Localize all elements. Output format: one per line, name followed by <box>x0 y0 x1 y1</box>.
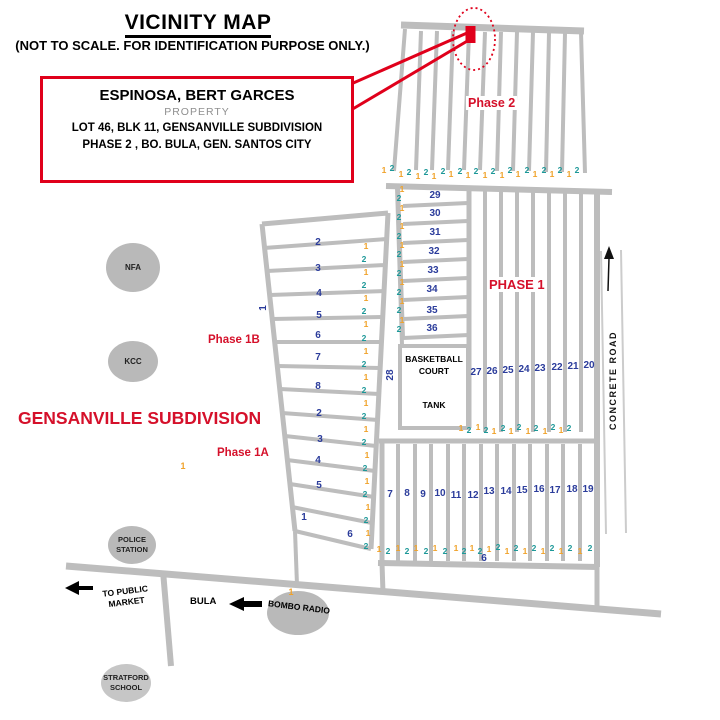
lot-pair-label: 1 <box>453 543 459 553</box>
lot-pair-label: 1 <box>522 546 528 556</box>
lot-number: 4 <box>316 288 322 299</box>
lot-pair-label: 2 <box>549 543 555 553</box>
lot-number: 3 <box>315 263 321 274</box>
lot-number: 25 <box>502 365 514 376</box>
lot-pair-label: 1 <box>431 171 437 181</box>
lot-number: 23 <box>534 363 546 374</box>
lot-pair-label: 1 <box>515 169 521 179</box>
lot-number: 14 <box>500 486 512 497</box>
lot-number: 36 <box>426 323 438 334</box>
police-station-label: POLICE STATION <box>116 535 148 554</box>
lot-number: 5 <box>316 310 322 321</box>
lot-pair-label: 1 <box>475 422 481 432</box>
lot-pair-label: 1 <box>363 241 369 251</box>
kcc-label: KCC <box>124 357 142 366</box>
lot-pair-label: 2 <box>361 385 367 395</box>
lot-number: 32 <box>428 246 440 257</box>
lot-pair-label: 2 <box>363 541 369 551</box>
lot-number: 2 <box>315 237 321 248</box>
lot-pair-label: 2 <box>500 423 506 433</box>
lot-pair-label: 1 <box>491 426 497 436</box>
lot-pair-label: 2 <box>513 543 519 553</box>
lot-number: 24 <box>518 364 530 375</box>
lot-pair-label: 2 <box>406 167 412 177</box>
lot-number: 7 <box>387 489 393 500</box>
lot-pair-label: 1 <box>399 184 405 194</box>
lot-pair-label: 2 <box>385 546 391 556</box>
concrete-road-label: CONCRETE ROAD <box>608 330 618 430</box>
lot-pair-label: 1 <box>415 171 421 181</box>
lot-number: 29 <box>429 190 441 201</box>
lot-pair-label: 1 <box>399 221 405 231</box>
lot-pair-label: 1 <box>499 170 505 180</box>
lot-pair-label: 2 <box>574 165 580 175</box>
lot-pair-label: 1 <box>432 543 438 553</box>
lot-number: 2 <box>316 408 322 419</box>
lot-pair-label: 2 <box>516 422 522 432</box>
property-lot-line: LOT 46, BLK 11, GENSANVILLE SUBDIVISION <box>71 122 323 134</box>
lot-pair-label: 2 <box>495 542 501 552</box>
bombo-radio-label: BOMBO RADIO <box>267 598 331 616</box>
lot-pair-label: 2 <box>550 422 556 432</box>
phase1b-label: Phase 1B <box>208 334 260 346</box>
lot-pair-label: 2 <box>361 411 367 421</box>
lot-pair-label: 1 <box>376 544 382 554</box>
lot-pair-label: 2 <box>396 231 402 241</box>
lot-pair-label: 1 <box>465 170 471 180</box>
lot-pair-label: 2 <box>423 546 429 556</box>
lot-pair-label: 2 <box>362 463 368 473</box>
lot-number: 7 <box>315 352 321 363</box>
lot-pair-label: 1 <box>363 372 369 382</box>
property-kind: PROPERTY <box>164 106 230 118</box>
lot-pair-label: 2 <box>490 166 496 176</box>
lot-number: 10 <box>434 488 446 499</box>
lot-pair-label: 1 <box>504 546 510 556</box>
lot-pair-label: 2 <box>404 546 410 556</box>
lot-number: 21 <box>567 361 579 372</box>
lot-pair-label: 2 <box>533 423 539 433</box>
lot-number: 13 <box>483 486 495 497</box>
lot-pair-label: 2 <box>461 546 467 556</box>
block-number: 28 <box>385 369 396 381</box>
lot-number: 3 <box>317 434 323 445</box>
lot-pair-label: 2 <box>557 165 563 175</box>
lot-pair-label: 2 <box>389 163 395 173</box>
lot-pair-label: 1 <box>365 502 371 512</box>
lot-pair-label: 1 <box>542 426 548 436</box>
lot-pair-label: 1 <box>558 546 564 556</box>
lot-number: 9 <box>420 489 426 500</box>
lot-number: 35 <box>426 305 438 316</box>
tank-label: TANK <box>422 400 446 410</box>
lot-pair-label: 2 <box>363 515 369 525</box>
block-number: 6 <box>481 553 487 564</box>
lot-pair-label: 1 <box>532 169 538 179</box>
lot-number: 8 <box>404 488 410 499</box>
phase2-label: Phase 2 <box>468 96 516 110</box>
lot-pair-label: 1 <box>577 546 583 556</box>
lot-pair-label: 2 <box>396 193 402 203</box>
lot-pair-label: 1 <box>399 259 405 269</box>
lot-number: 17 <box>549 485 561 496</box>
lot-pair-label: 1 <box>398 169 404 179</box>
lot-pair-label: 1 <box>399 277 405 287</box>
lot-pair-label: 2 <box>567 543 573 553</box>
lot-number: 26 <box>486 366 498 377</box>
lot-pair-label: 1 <box>413 543 419 553</box>
lot-number: 22 <box>551 362 563 373</box>
subdivision-title: GENSANVILLE SUBDIVISION <box>18 408 262 428</box>
lot-pair-label: 1 <box>363 398 369 408</box>
lot-number: 4 <box>315 455 321 466</box>
lot-pair-label: 1 <box>395 543 401 553</box>
lot-pair-label: 1 <box>399 296 405 306</box>
lot-pair-label: 2 <box>541 165 547 175</box>
lot-pair-label: 2 <box>361 254 367 264</box>
lot-number: 19 <box>582 484 594 495</box>
lot-pair-label: 2 <box>361 280 367 290</box>
lot-pair-label: 1 <box>363 293 369 303</box>
lot-number: 5 <box>316 480 322 491</box>
lot-pair-label: 2 <box>361 333 367 343</box>
lot-pair-label: 2 <box>362 489 368 499</box>
property-owner: ESPINOSA, BERT GARCES <box>99 87 295 104</box>
lot-pair-label: 1 <box>448 169 454 179</box>
lot-pair-label: 2 <box>396 287 402 297</box>
lot-pair-label: 2 <box>396 324 402 334</box>
lot-pair-label: 1 <box>381 165 387 175</box>
bula-label: BULA <box>190 596 217 607</box>
lot-pair-label: 1 <box>365 528 371 538</box>
lot-number: 8 <box>315 381 321 392</box>
lot-number: 11 <box>450 490 462 501</box>
lot-pair-label: 2 <box>396 249 402 259</box>
lot-pair-label: 2 <box>477 546 483 556</box>
lot-number: 33 <box>427 265 439 276</box>
lot-pair-label: 1 <box>399 240 405 250</box>
lot-pair-label: 1 <box>525 426 531 436</box>
lot-pair-label: 1 <box>363 424 369 434</box>
lot-pair-label: 1 <box>364 476 370 486</box>
lot-pair-label: 1 <box>540 546 546 556</box>
lot-number: 15 <box>516 485 528 496</box>
nfa-label: NFA <box>125 263 141 272</box>
lot-number: 34 <box>426 284 438 295</box>
lot-pair-label: 2 <box>361 437 367 447</box>
lot-pair-label: 1 <box>469 543 475 553</box>
lot-pair-label: 1 <box>482 170 488 180</box>
lot-pair-label: 1 <box>549 169 555 179</box>
lot-pair-label: 2 <box>457 166 463 176</box>
lot-number: 31 <box>429 227 441 238</box>
lot-pair-label: 1 <box>363 319 369 329</box>
lot-pair-label: 1 <box>399 315 405 325</box>
lot-pair-label: 2 <box>566 423 572 433</box>
lot-pair-label: 2 <box>587 543 593 553</box>
to-public-market-label: TO PUBLIC MARKET <box>101 583 149 610</box>
lot-pair-label: 2 <box>442 546 448 556</box>
lot-pair-label: 1 <box>363 267 369 277</box>
lot-pair-label: 1 <box>399 203 405 213</box>
stratford-school-label: STRATFORD SCHOOL <box>103 673 149 692</box>
lot-number: 30 <box>429 208 441 219</box>
phase1-label: PHASE 1 <box>489 277 545 292</box>
lot-pair-label: 2 <box>396 268 402 278</box>
lot-pair-label: 2 <box>396 212 402 222</box>
lot-pair-label: 1 <box>364 450 370 460</box>
lot-pair-label: 1 <box>566 169 572 179</box>
lot-pair-label: 2 <box>396 305 402 315</box>
lot-pair-label: 1 <box>558 425 564 435</box>
lot-pair-label: 2 <box>361 359 367 369</box>
lot-number: 27 <box>470 367 482 378</box>
lot-number: 6 <box>347 529 353 540</box>
lot-pair-label: 2 <box>473 166 479 176</box>
lot-pair-label: 2 <box>361 306 367 316</box>
property-phase-line: PHASE 2 , BO. BULA, GEN. SANTOS CITY <box>82 139 312 152</box>
lot-pair-label: 2 <box>466 425 472 435</box>
lot-pair-label: 1 <box>363 346 369 356</box>
lot-pair-label: 1 <box>180 461 186 471</box>
lot-pair-label: 2 <box>423 167 429 177</box>
lot-number: 12 <box>467 490 479 501</box>
lot-pair-label: 2 <box>524 165 530 175</box>
lot-number: 18 <box>566 484 578 495</box>
phase1a-label: Phase 1A <box>217 447 269 459</box>
basketball-court-label: BASKETBALL COURT <box>405 354 463 377</box>
lot-pair-label: 2 <box>483 425 489 435</box>
lot-pair-label: 1 <box>458 423 464 433</box>
lot-pair-label: 2 <box>507 165 513 175</box>
lot-pair-label: 2 <box>531 543 537 553</box>
page-subtitle: (NOT TO SCALE. FOR IDENTIFICATION PURPOSE ONLY.) <box>15 38 370 53</box>
lot-pair-label: 1 <box>288 587 294 597</box>
lot-number: 20 <box>583 360 595 371</box>
lot-pair-label: 2 <box>440 166 446 176</box>
lot-number: 1 <box>301 512 307 523</box>
lot-pair-label: 1 <box>508 426 514 436</box>
page-title: VICINITY MAP <box>98 11 298 35</box>
lot-number: 6 <box>315 330 321 341</box>
block-number: 1 <box>258 305 269 311</box>
lot-number: 16 <box>533 484 545 495</box>
lot-pair-label: 1 <box>486 544 492 554</box>
